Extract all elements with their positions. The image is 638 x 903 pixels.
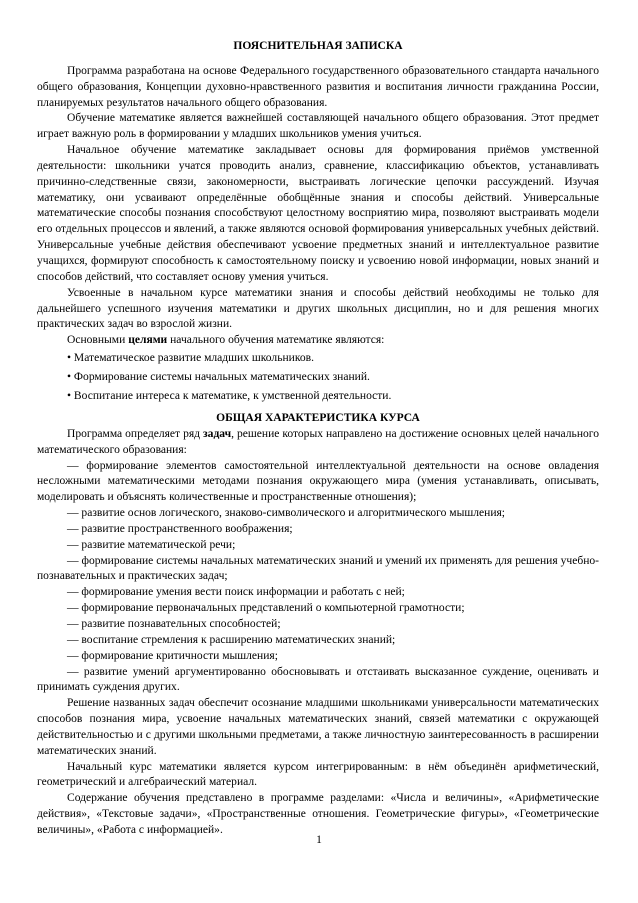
task-item-1: — формирование элементов самостоятельной интеллектуальной деятельности на основе овладения несложными математическими методами познания окружающего мира (умения устанавливать, описывать, моделировать и объяснять количественные и пространственные отношения); xyxy=(37,459,599,504)
task-item-3: — развитие пространственного воображения; xyxy=(67,522,293,535)
task-item-5: — формирование системы начальных математических знаний и умений их применять для решения учебно-познавательных и практических задач; xyxy=(37,554,599,583)
task-item-8: — развитие познавательных способностей; xyxy=(67,618,281,630)
task-item-10: — формирование критичности мышления; xyxy=(67,649,278,662)
intro-paragraph-4: Усвоенные в начальном курсе математики знания и способы действий необходимы не только для дальнейшего успешного изучения математики и других школьных дисциплин, но и для решения многих практических задач во взрослой жизни. xyxy=(37,286,599,331)
tasks-intro-after: , решение которых направлено на достижение основных целей начального математического образования: xyxy=(37,427,599,456)
closing-paragraph-1: Решение названных задач обеспечит осознание младшими школьниками универсальности математических способов познания мира, усвоение начальных математических знаний, связей математики с окружающей действительностью и с другими школьными предметами, а также личностную заинтересованность в расширении математических знаний. xyxy=(37,697,599,757)
goals-intro xyxy=(37,333,599,349)
tasks-intro-before: Программа определяет ряд xyxy=(67,427,204,440)
task-item-2: — развитие основ логического, знаково-символического и алгоритмического мышления; xyxy=(67,507,506,520)
task-item-6: — формирование умения вести поиск информации и работать с ней; xyxy=(67,586,405,599)
closing-paragraph-3: Содержание обучения представлено в программе разделами: «Числа и величины», «Арифметические действия», «Текстовые задачи», «Пространственные отношения. Геометрические фигуры», «Геометрические величины», «Работа с информацией». xyxy=(37,792,599,836)
goals-intro-before: Основными xyxy=(67,334,129,347)
task-item-9: — воспитание стремления к расширению математических знаний; xyxy=(67,633,396,646)
task-item-11: — развитие умений аргументированно обосновывать и отстаивать высказанное суждение, оценивать и принимать суждения других. xyxy=(37,665,599,694)
intro-paragraph-1: Программа разработана на основе Федерального государственного образовательного стандарта начального общего образования, Концепции духовно-нравственного развития и воспитания личности гражданина России, планируемых результатов начального общего образования. xyxy=(37,64,599,109)
goals-keyword: целями xyxy=(128,334,168,347)
tasks-intro xyxy=(37,427,599,459)
tasks-keyword: задач xyxy=(203,427,232,440)
intro-paragraph-3: Начальное обучение математике закладывает основы для формирования приёмов умственной деятельности: школьники учатся проводить анализ, сравнение, классификацию объектов, устанавливать причинно-следственные связи, закономерности, выстраивать логические цепочки рассуждений. Изучая математику, они усваивают определённые обобщённые знания и способы действий. Универсальные математические способы познания способствуют целостному восприятию мира, позволяют выстраивать модели его отдельных процессов и явлений, а также являются основой формирования универсальных учебных действий. Универсальные учебные действия обеспечивают усвоение предметных знаний и интеллектуальное развитие учащихся, формируют способность к самостоятельному поиску и усвоению новой информации, новых знаний и способов действий, что составляет основу умения учиться. xyxy=(37,144,599,283)
goal-item-2: • Формирование системы начальных математических знаний. xyxy=(67,371,370,384)
section-title-course-overview: ОБЩАЯ ХАРАКТЕРИСТИКА КУРСА xyxy=(216,412,420,425)
goal-item-1: • Математическое развитие младших школьников. xyxy=(67,352,314,365)
page-number: 1 xyxy=(316,834,322,846)
goals-intro-after: начального обучения математике являются: xyxy=(167,334,385,347)
closing-paragraph-2: Начальный курс математики является курсом интегрированным: в нём объединён арифметический, геометрический и алгебраический материал. xyxy=(37,760,599,789)
intro-paragraph-2: Обучение математике является важнейшей составляющей начального общего образования. Этот предмет играет важную роль в формировании у младших школьников умения учиться. xyxy=(37,112,599,141)
task-item-4: — развитие математической речи; xyxy=(67,538,236,551)
document-page xyxy=(37,39,599,839)
task-item-7: — формирование первоначальных представлений о компьютерной грамотности; xyxy=(67,602,465,615)
page-title: ПОЯСНИТЕЛЬНАЯ ЗАПИСКА xyxy=(233,40,403,52)
goal-item-3: • Воспитание интереса к математике, к умственной деятельности. xyxy=(67,390,392,403)
